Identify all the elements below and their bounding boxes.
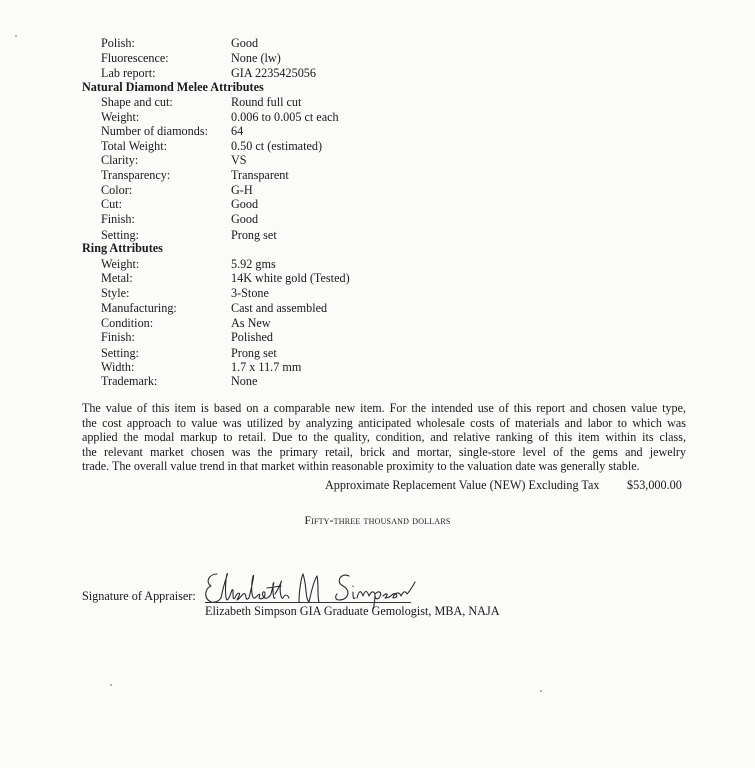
attr-label: Transparency: [101, 168, 171, 182]
paragraph-line: the relevant market chosen was the primary retail, brick and mortar, single-store level of the gems and jewelry [82, 444, 686, 459]
ring-heading: Ring Attributes [82, 241, 163, 255]
attr-value: 64 [231, 124, 244, 138]
attr-value: VS [231, 153, 247, 167]
attr-value: 3-Stone [231, 286, 269, 300]
attr-value: None (lw) [231, 51, 281, 65]
attr-value: 5.92 gms [231, 257, 276, 271]
attr-value: As New [231, 316, 271, 330]
attr-label: Weight: [101, 257, 140, 271]
attr-label: Finish: [101, 212, 135, 226]
attr-value: Good [231, 212, 259, 226]
scan-speck [15, 35, 17, 37]
attr-value: Good [231, 197, 259, 211]
attr-label: Lab report: [101, 66, 156, 80]
attr-value: Prong set [231, 346, 277, 360]
attr-label: Style: [101, 286, 130, 300]
attr-value: Cast and assembled [231, 301, 328, 315]
appraiser-name: Elizabeth Simpson GIA Graduate Gemologist, MBA, NAJA [205, 604, 500, 618]
attr-value: GIA 2235425056 [231, 66, 316, 80]
scan-speck [540, 690, 542, 692]
attr-label: Total Weight: [101, 139, 167, 153]
attr-value: 1.7 x 11.7 mm [231, 360, 302, 374]
attr-value: G-H [231, 183, 253, 197]
attr-label: Setting: [101, 346, 139, 360]
paragraph-line: applied the modal markup to retail. Due to the quality, condition, and relative ranking of this item within its class, [82, 430, 686, 445]
attr-value: Polished [231, 330, 273, 344]
attr-label: Weight: [101, 110, 140, 124]
attr-label: Manufacturing: [101, 301, 177, 315]
replacement-value-label: Approximate Replacement Value (NEW) Excluding Tax [325, 478, 600, 492]
attr-value: Transparent [231, 168, 289, 182]
paragraph-line: trade. The overall value trend in that market within reasonable proximity to the valuation date was generally stable. [82, 459, 640, 474]
valuation-paragraph [82, 401, 686, 474]
replacement-value-amount: $53,000.00 [627, 478, 682, 492]
paragraph-line: the cost approach to value was utilized by analyzing anticipated wholesale costs of materials and labor to which was [82, 415, 686, 430]
attr-label: Shape and cut: [101, 95, 173, 109]
attr-label: Trademark: [101, 374, 158, 388]
paragraph-line: The value of this item is based on a comparable new item. For the intended use of this report and chosen value type, [82, 401, 686, 415]
attr-value: Prong set [231, 228, 277, 242]
attr-value: 0.006 to 0.005 ct each [231, 110, 339, 124]
attr-value: 14K white gold (Tested) [231, 271, 350, 285]
attr-label: Metal: [101, 271, 133, 285]
amount-in-words [0, 515, 755, 527]
attr-value: Good [231, 36, 259, 50]
attr-label: Width: [101, 360, 135, 374]
attr-value: Round full cut [231, 95, 302, 109]
melee-heading: Natural Diamond Melee Attributes [82, 80, 264, 94]
attr-label: Polish: [101, 36, 135, 50]
amount-words-text: Fifty-three thousand dollars [304, 515, 451, 527]
scan-speck [110, 684, 112, 686]
signature-label: Signature of Appraiser: [82, 589, 196, 603]
signature-line [205, 602, 411, 603]
attr-label: Condition: [101, 316, 154, 330]
attr-label: Setting: [101, 228, 139, 242]
attr-label: Number of diamonds: [101, 124, 208, 138]
attr-value: 0.50 ct (estimated) [231, 139, 323, 153]
attr-label: Cut: [101, 197, 122, 211]
attr-value: None [231, 374, 258, 388]
attr-label: Finish: [101, 330, 135, 344]
attr-label: Fluorescence: [101, 51, 169, 65]
attr-label: Color: [101, 183, 133, 197]
attr-label: Clarity: [101, 153, 139, 167]
